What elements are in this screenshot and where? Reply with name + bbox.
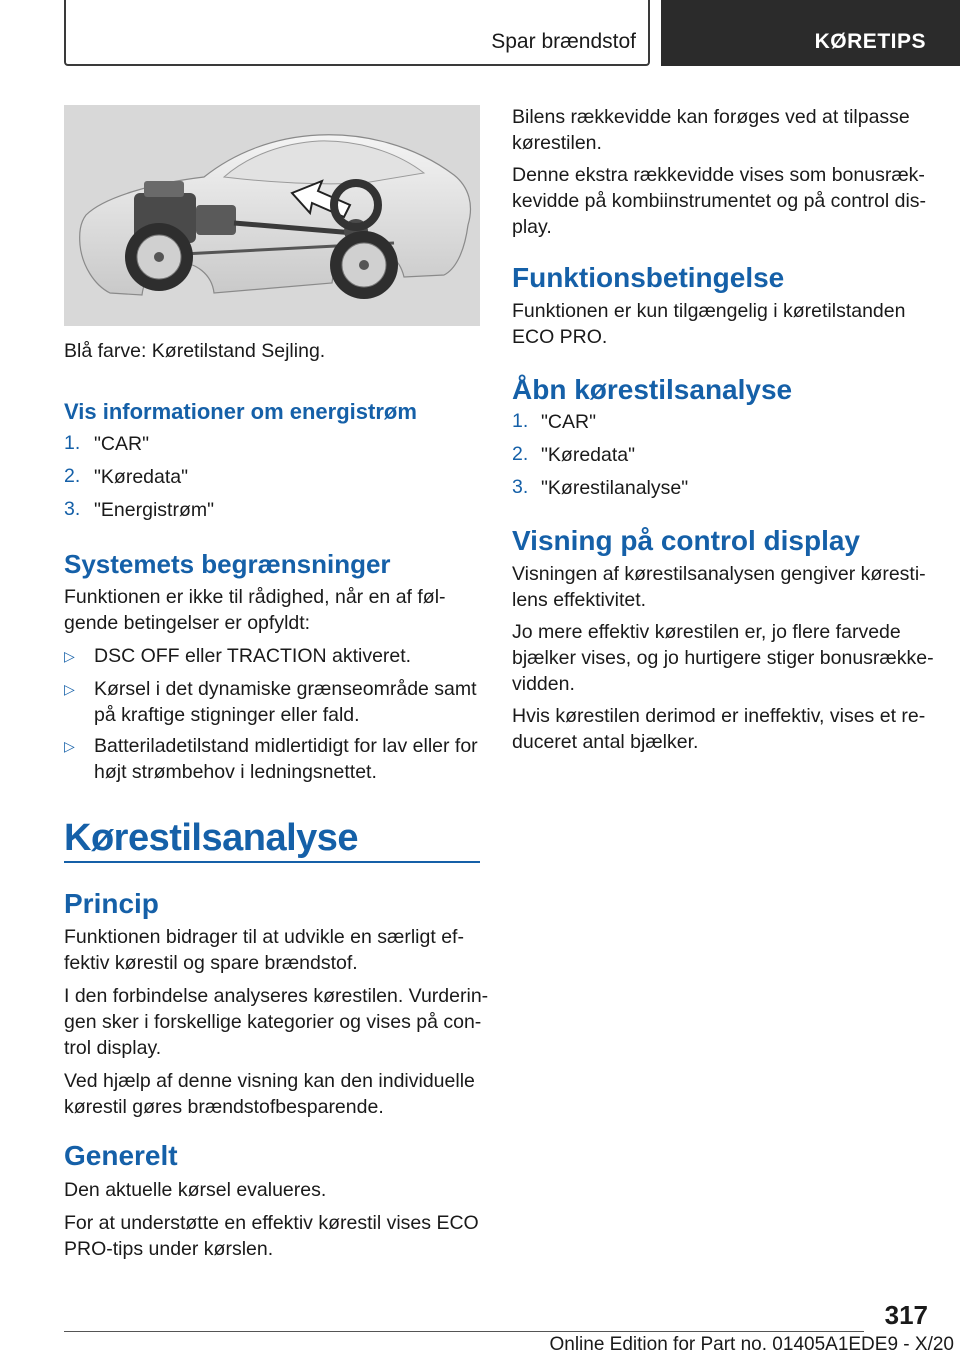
step-number: 3. — [64, 498, 81, 520]
limits-intro-line: gende betingelser er opfyldt: — [64, 612, 311, 634]
paragraph-line: lens effektivitet. — [512, 589, 647, 611]
paragraph-line: gen sker i forskellige kategorier og vises på con- — [64, 1011, 482, 1033]
footer-edition: Online Edition for Part no. 01405A1EDE9 - X/20 — [549, 1334, 954, 1355]
chapter-heading-driving-analysis: Kørestilsanalyse — [64, 817, 359, 859]
step-text: "CAR" — [541, 411, 597, 433]
paragraph-line: bjælker vises, og jo hurtigere stiger bonusrække- — [512, 647, 934, 669]
footer-rule — [64, 1331, 864, 1332]
paragraph-line: Bilens rækkevidde kan forøges ved at tilpasse — [512, 106, 910, 128]
step-text: "CAR" — [94, 433, 150, 455]
step-text: "Kørestilanalyse" — [541, 477, 689, 499]
header-section-tab — [64, 0, 650, 66]
limit-item: Kørsel i det dynamiske grænseområde samt — [94, 678, 477, 700]
limit-item-cont: højt strømbehov i ledningsnettet. — [94, 761, 377, 783]
step-number: 2. — [64, 465, 81, 487]
triangle-bullet-icon: ▷ — [64, 738, 75, 754]
paragraph-line: Jo mere effektiv kørestilen er, jo flere farvede — [512, 621, 901, 643]
step-number: 1. — [64, 432, 81, 454]
paragraph-line: Hvis kørestilen derimod er ineffektiv, vises et re- — [512, 705, 926, 727]
paragraph-line: duceret antal bjælker. — [512, 731, 699, 753]
heading-principle: Princip — [64, 888, 159, 919]
paragraph-line: kørestilen. — [512, 132, 602, 154]
triangle-bullet-icon: ▷ — [64, 648, 75, 664]
paragraph-line: Funktionen bidrager til at udvikle en særligt ef- — [64, 926, 464, 948]
paragraph-line: vidden. — [512, 673, 575, 695]
step-text: "Energistrøm" — [94, 499, 215, 521]
triangle-bullet-icon: ▷ — [64, 681, 75, 697]
step-text: "Køredata" — [94, 466, 189, 488]
paragraph-line: kevidde på kombiinstrumentet og på control dis- — [512, 190, 927, 212]
paragraph-line: play. — [512, 216, 552, 238]
paragraph-line: Denne ekstra rækkevidde vises som bonusræk- — [512, 164, 925, 186]
paragraph-line: Funktionen er kun tilgængelig i køretilstanden — [512, 300, 906, 322]
header-chapter-tab — [661, 0, 960, 66]
paragraph-line: Visningen af kørestilsanalysen gengiver køresti- — [512, 563, 926, 585]
heading-general: Generelt — [64, 1140, 178, 1171]
paragraph-line: PRO-tips under kørslen. — [64, 1238, 274, 1260]
step-number: 3. — [512, 476, 529, 498]
limits-intro-line: Funktionen er ikke til rådighed, når en af føl- — [64, 586, 446, 608]
heading-system-limits: Systemets begrænsninger — [64, 549, 391, 579]
header-section-title: Spar brændstof — [491, 30, 636, 53]
paragraph-line: For at understøtte en effektiv kørestil vises ECO — [64, 1212, 479, 1234]
page-number: 317 — [884, 1300, 928, 1330]
heading-energy-flow: Vis informationer om energistrøm — [64, 399, 417, 424]
car-illustration-svg — [64, 105, 480, 326]
heading-underline — [64, 861, 480, 863]
figure-caption: Blå farve: Køretilstand Sejling. — [64, 340, 326, 362]
heading-open-analysis: Åbn kørestilsanalyse — [512, 374, 793, 405]
paragraph-line: Den aktuelle kørsel evalueres. — [64, 1179, 327, 1201]
paragraph-line: Ved hjælp af denne visning kan den individuelle — [64, 1070, 475, 1092]
paragraph-line: I den forbindelse analyseres kørestilen. Vurderin- — [64, 985, 489, 1007]
limit-item: DSC OFF eller TRACTION aktiveret. — [94, 645, 412, 667]
car-drivetrain-illustration — [64, 105, 480, 326]
heading-control-display: Visning på control display — [512, 525, 860, 556]
limit-item: Batteriladetilstand midlertidigt for lav eller for — [94, 735, 478, 757]
paragraph-line: kørestil gøres brændstofbesparende. — [64, 1096, 384, 1118]
heading-function-condition: Funktionsbetingelse — [512, 262, 785, 293]
paragraph-line: fektiv kørestil og spare brændstof. — [64, 952, 358, 974]
step-number: 2. — [512, 443, 529, 465]
header-chapter-title: KØRETIPS — [814, 30, 926, 53]
step-text: "Køredata" — [541, 444, 636, 466]
paragraph-line: ECO PRO. — [512, 326, 608, 348]
step-number: 1. — [512, 410, 529, 432]
limit-item-cont: på kraftige stigninger eller fald. — [94, 704, 360, 726]
paragraph-line: trol display. — [64, 1037, 162, 1059]
